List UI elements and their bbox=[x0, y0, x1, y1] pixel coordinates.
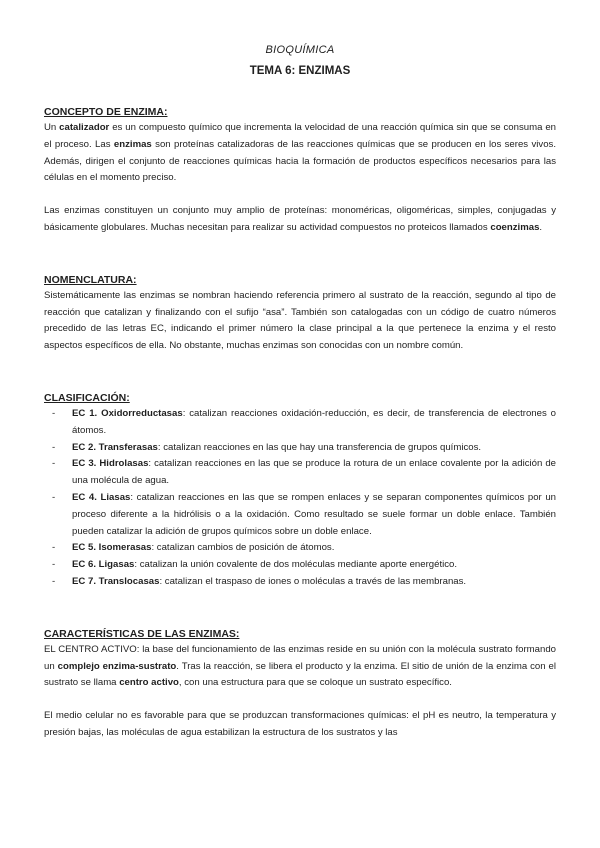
list-dash: - bbox=[52, 491, 56, 503]
classification-list bbox=[44, 406, 556, 591]
list-dash: - bbox=[52, 575, 56, 587]
text-run: son proteínas catalizadoras de las reacciones químicas que se producen en los seres vivos. Además, dirigen el conjunto de reacciones químicas hacia la formación de productos específicos necesarios para las células en el momento preciso. bbox=[44, 138, 557, 184]
term-centro-activo: centro activo bbox=[119, 677, 179, 689]
paragraph-nomenclatura: Sistemáticamente las enzimas se nombran haciendo referencia primero al sustrato de la reacción, segundo al tipo de reacción que catalizan y finalizando con el sufijo “asa”. También son catalogadas con un código de cuatro números precedido de las letras EC, indicando el primer número la clase principal a la que pertenece la enzima y el resto aspectos específicos de ella. No obstante, muchas enzimas son conocidas con un nombre común. bbox=[44, 289, 556, 352]
paragraph-medio-celular: El medio celular no es favorable para que se produzcan transformaciones químicas: el pH es neutro, la temperatura y presión bajas, las moléculas de agua estabilizan la estructura de los sustratos y las bbox=[44, 710, 556, 738]
class-desc: : catalizan reacciones en las que hay una transferencia de grupos químicos. bbox=[157, 441, 482, 453]
list-dash: - bbox=[52, 458, 56, 470]
term-catalizador: catalizador bbox=[59, 122, 110, 133]
class-name: EC 7. Translocasas bbox=[72, 575, 160, 587]
text-run: . bbox=[539, 221, 543, 233]
text-run: , con una estructura para que se coloque un sustrato específico. bbox=[178, 677, 452, 689]
paragraph-proteinas bbox=[44, 203, 556, 237]
term-enzimas: enzimas bbox=[113, 138, 152, 150]
class-desc: : catalizan el traspaso de iones o moléculas a través de las membranas. bbox=[159, 575, 467, 587]
list-item bbox=[44, 557, 556, 574]
section-heading-nomenclatura: NOMENCLATURA: bbox=[44, 273, 137, 286]
class-desc: : catalizan reacciones en las que se rompen enlaces y se separan componentes químicos por un proceso diferente a la hidrólisis o a la oxidación. Como resultado se suele formar un doble enlace. También pueden catalizar la adición de grupos químicos sobre un doble enlace. bbox=[72, 491, 557, 537]
section-heading-caracteristicas: CARACTERÍSTICAS DE LAS ENZIMAS: bbox=[44, 627, 240, 640]
section-caracteristicas bbox=[44, 626, 556, 742]
class-name: EC 3. Hidrolasas bbox=[72, 458, 149, 470]
list-item bbox=[44, 490, 556, 540]
section-heading-concepto: CONCEPTO DE ENZIMA: bbox=[44, 106, 168, 118]
page-title: TEMA 6: ENZIMAS bbox=[249, 65, 351, 77]
class-name: EC 2. Transferasas bbox=[72, 441, 158, 453]
text-run: . Tras la reacción, se libera el producto y la enzima. El sitio de unión de la enzima con el sustrato se llama bbox=[44, 660, 556, 689]
term-complejo: complejo enzima-sustrato bbox=[57, 660, 177, 672]
class-desc: : catalizan reacciones oxidación-reducción, es decir, de transferencia de electrones o átomos. bbox=[72, 407, 556, 436]
class-desc: : catalizan la unión covalente de dos moléculas mediante aporte energético. bbox=[134, 559, 458, 571]
document-body bbox=[44, 104, 556, 742]
text-run: es un compuesto químico que incrementa la velocidad de una reacción química sin que se consuma en el proceso. Las bbox=[44, 122, 556, 150]
text-run: EL CENTRO ACTIVO: la base del funcionamiento de las enzimas reside en su unión con la molécula sustrato formando un bbox=[44, 643, 556, 672]
class-name: EC 5. Isomerasas bbox=[72, 542, 152, 554]
list-dash: - bbox=[52, 559, 56, 571]
list-item bbox=[44, 574, 556, 591]
section-clasificacion bbox=[44, 390, 556, 591]
class-name: EC 1. Oxidorreductasas bbox=[72, 407, 183, 419]
class-name: EC 6. Ligasas bbox=[72, 559, 135, 571]
list-item bbox=[44, 456, 556, 490]
paragraph-centro-activo bbox=[44, 642, 556, 692]
text-run: Las enzimas constituyen un conjunto muy amplio de proteínas: monoméricas, oligoméricas, simples, conjugadas y básicamente globulares. Muchas necesitan para realizar su actividad compuestos no proteicos llamados bbox=[44, 205, 556, 233]
class-desc: : catalizan reacciones en las que se produce la rotura de un enlace covalente por la adición de una molécula de agua. bbox=[72, 458, 556, 487]
list-item bbox=[44, 540, 556, 557]
section-heading-clasificacion: CLASIFICACIÓN: bbox=[44, 391, 130, 404]
list-item bbox=[44, 406, 556, 440]
section-concepto bbox=[44, 104, 556, 237]
text-run: Un bbox=[44, 122, 60, 133]
section-nomenclatura bbox=[44, 272, 556, 355]
subject-header: BIOQUÍMICA bbox=[265, 44, 335, 56]
list-dash: - bbox=[52, 441, 56, 453]
list-item bbox=[44, 440, 556, 457]
list-dash: - bbox=[52, 407, 56, 419]
class-desc: : catalizan cambios de posición de átomos. bbox=[151, 542, 335, 554]
list-dash: - bbox=[52, 542, 56, 554]
class-name: EC 4. Liasas bbox=[72, 491, 131, 503]
term-coenzimas: coenzimas bbox=[490, 221, 540, 233]
paragraph-catalizador bbox=[44, 120, 556, 187]
